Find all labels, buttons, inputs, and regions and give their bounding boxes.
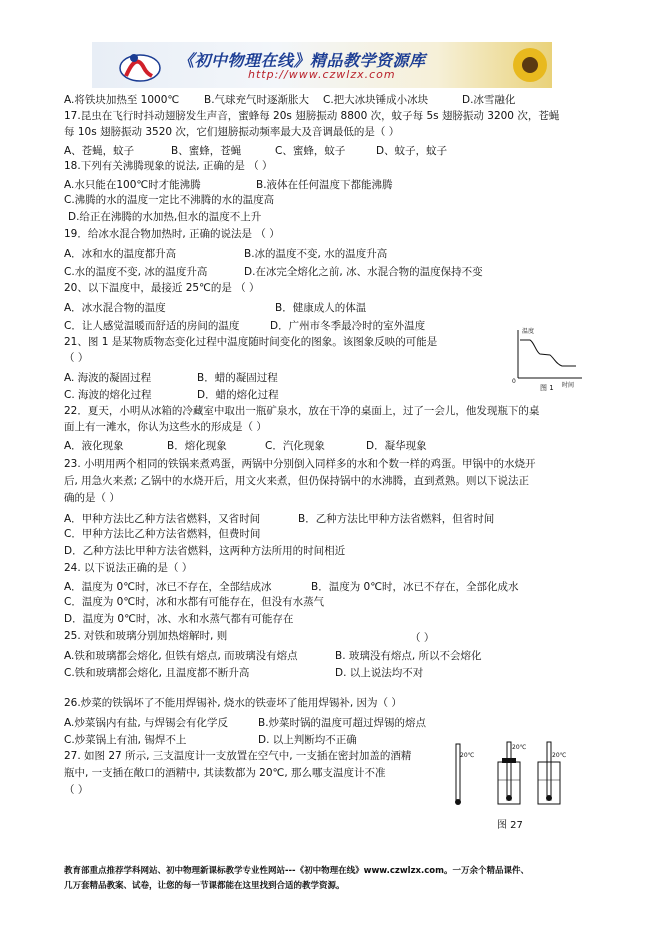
q23-option-b: B．乙种方法比甲种方法省燃料，但省时间 xyxy=(298,513,495,525)
logo-icon xyxy=(118,46,162,86)
q25-stem: 25. 对铁和玻璃分别加热熔解时, 则 xyxy=(64,630,228,642)
q25-option-a: A.铁和玻璃都会熔化, 但铁有熔点, 而玻璃没有熔点 xyxy=(64,650,298,662)
q18-option-c: C.沸腾的水的温度一定比不沸腾的水的温度高 xyxy=(64,194,275,206)
q25-option-c: C.铁和玻璃都会熔化, 且温度都不断升高 xyxy=(64,667,250,679)
q17-stem-line2: 每 10s 翅膀振动 3520 次，它们翅膀振动频率最大及音调最低的是（ ） xyxy=(64,126,400,138)
footer-line2: 几万套精品教案、试卷，让您的每一节课都能在这里找到合适的教学资源。 xyxy=(64,881,345,891)
q21-stem: 21、图 1 是某物质物态变化过程中温度随时间变化的图象。该图象反映的可能是 xyxy=(64,336,438,348)
q17-option-a: A、苍蝇，蚊子 xyxy=(64,145,135,157)
q20-option-a: A．冰水混合物的温度 xyxy=(64,302,166,314)
banner-title: 《初中物理在线》精品教学资源库 xyxy=(178,51,426,70)
q16-option-b: B.气球充气时逐渐胀大 xyxy=(204,94,310,106)
q22-option-a: A．液化现象 xyxy=(64,440,124,452)
q27-stem-line1: 27. 如图 27 所示, 三支温度计一支放置在空气中, 一支插在密封加盖的酒精 xyxy=(64,750,412,762)
q18-stem: 18.下列有关沸腾现象的说法, 正确的是 （ ） xyxy=(64,160,273,172)
q27-stem-line3: （ ） xyxy=(64,784,89,796)
q22-stem-line1: 22．夏天，小明从冰箱的冷藏室中取出一瓶矿泉水，放在干净的桌面上，过了一会儿，他发现瓶下的桌 xyxy=(64,405,540,417)
q17-option-c: C、蜜蜂，蚊子 xyxy=(275,145,346,157)
q27-stem-line2: 瓶中, 一支插在敞口的酒精中, 其读数都为 20℃, 那么哪支温度计不准 xyxy=(64,767,386,779)
q22-option-b: B．熔化现象 xyxy=(167,440,227,452)
q21-option-d: D．蜡的熔化过程 xyxy=(197,389,279,401)
q24-option-a: A．温度为 0℃时，冰已不存在，全部结成冰 xyxy=(64,581,272,593)
q22-option-c: C．汽化现象 xyxy=(265,440,325,452)
figure-27-label-3: 20℃ xyxy=(552,752,567,759)
q16-option-d: D.冰雪融化 xyxy=(462,94,516,106)
q24-option-b: B．温度为 0℃时，冰已不存在，全部化成水 xyxy=(311,581,519,593)
q24-stem: 24. 以下说法正确的是（ ） xyxy=(64,562,193,574)
q18-option-d: D.给正在沸腾的水加热,但水的温度不上升 xyxy=(68,211,262,223)
q23-option-c: C．甲种方法比乙种方法省燃料，但费时间 xyxy=(64,528,261,540)
q26-option-c: C.炒菜锅上有油, 锡焊不上 xyxy=(64,734,187,746)
q20-option-b: B．健康成人的体温 xyxy=(275,302,367,314)
q20-option-c: C．让人感觉温暖而舒适的房间的温度 xyxy=(64,320,240,332)
q23-stem-line1: 23. 小明用两个相同的铁锅来煮鸡蛋，两锅中分别倒入同样多的水和个数一样的鸡蛋。甲锅中的水烧开 xyxy=(64,458,536,470)
figure-1-x-label: 时间 xyxy=(562,382,575,389)
figure-27-label-2: 20℃ xyxy=(512,744,527,751)
figure-27-caption: 图 27 xyxy=(497,820,523,831)
q18-option-b: B.液体在任何温度下都能沸腾 xyxy=(256,179,393,191)
q17-option-b: B、蜜蜂，苍蝇 xyxy=(171,145,242,157)
q26-option-a: A.炒菜锅内有盐, 与焊锡会有化学反 xyxy=(64,717,229,729)
q16-option-c: C.把大冰块锤成小冰块 xyxy=(323,94,429,106)
q19-option-d: D.在冰完全熔化之前, 冰、水混合物的温度保持不变 xyxy=(244,266,483,278)
q19-option-c: C.水的温度不变, 冰的温度升高 xyxy=(64,266,208,278)
q22-option-d: D．凝华现象 xyxy=(366,440,427,452)
q25-option-d: D. 以上说法均不对 xyxy=(335,667,424,679)
q23-option-a: A．甲种方法比乙种方法省燃料，又省时间 xyxy=(64,513,261,525)
q23-stem-line3: 确的是（ ） xyxy=(64,492,120,504)
q22-stem-line2: 面上有一滩水，你认为这些水的形成是（ ） xyxy=(64,421,267,433)
figure-1-y-label: 温度 xyxy=(522,328,535,335)
q21-option-b: B．蜡的凝固过程 xyxy=(197,372,278,384)
q17-stem-line1: 17.昆虫在飞行时抖动翅膀发生声音，蜜蜂每 20s 翅膀振动 8800 次，蚊子每 5s 翅膀振动 3200 次，苍蝇 xyxy=(64,110,560,122)
q24-option-d: D．温度为 0℃时，冰、水和水蒸气都有可能存在 xyxy=(64,613,294,625)
q19-option-a: A．冰和水的温度都升高 xyxy=(64,248,177,260)
figure-1-caption: 图 1 xyxy=(540,384,554,392)
q26-option-d: D. 以上判断均不正确 xyxy=(258,734,357,746)
q19-stem: 19．给冰水混合物加热时, 正确的说法是 （ ） xyxy=(64,228,280,240)
q24-option-c: C．温度为 0℃时，冰和水都有可能存在，但没有水蒸气 xyxy=(64,596,325,608)
q26-stem: 26.炒菜的铁锅坏了不能用焊锡补, 烧水的铁壶坏了能用焊锡补, 因为（ ） xyxy=(64,697,402,709)
q21-option-c: C. 海波的熔化过程 xyxy=(64,389,152,401)
q21-answer-paren: （ ） xyxy=(64,352,89,364)
figure-27-thermometers xyxy=(450,740,570,810)
q20-option-d: D．广州市冬季最冷时的室外温度 xyxy=(270,320,426,332)
figure-27-label-1: 20℃ xyxy=(460,752,475,759)
q23-option-d: D．乙种方法比甲种方法省燃料，这两种方法所用的时间相近 xyxy=(64,545,346,557)
q18-option-a: A.水只能在100℃时才能沸腾 xyxy=(64,179,201,191)
q26-option-b: B.炒菜时锅的温度可超过焊锡的熔点 xyxy=(258,717,427,729)
q16-option-a: A.将铁块加热至 1000℃ xyxy=(64,94,180,106)
q21-option-a: A. 海波的凝固过程 xyxy=(64,372,152,384)
sunflower-image xyxy=(508,44,552,86)
q23-stem-line2: 后, 用急火来煮; 乙锅中的水烧开后，用文火来煮，但仍保持锅中的水沸腾，直到煮熟。则以下说法正 xyxy=(64,475,530,487)
footer-line1: 教育部重点推荐学科网站、初中物理新课标教学专业性网站---《初中物理在线》www.czwlzx.com。一万余个精品课件、 xyxy=(64,866,529,876)
q17-option-d: D、蚊子，蚊子 xyxy=(376,145,448,157)
banner-url: http://www.czwlzx.com xyxy=(248,68,396,81)
q25-option-b: B. 玻璃没有熔点, 所以不会熔化 xyxy=(335,650,482,662)
q25-answer-paren: （ ） xyxy=(410,632,435,644)
q20-stem: 20、以下温度中，最接近 25℃的是 （ ） xyxy=(64,282,260,294)
figure-1-origin: 0 xyxy=(512,378,516,385)
q19-option-b: B.冰的温度不变, 水的温度升高 xyxy=(244,248,388,260)
